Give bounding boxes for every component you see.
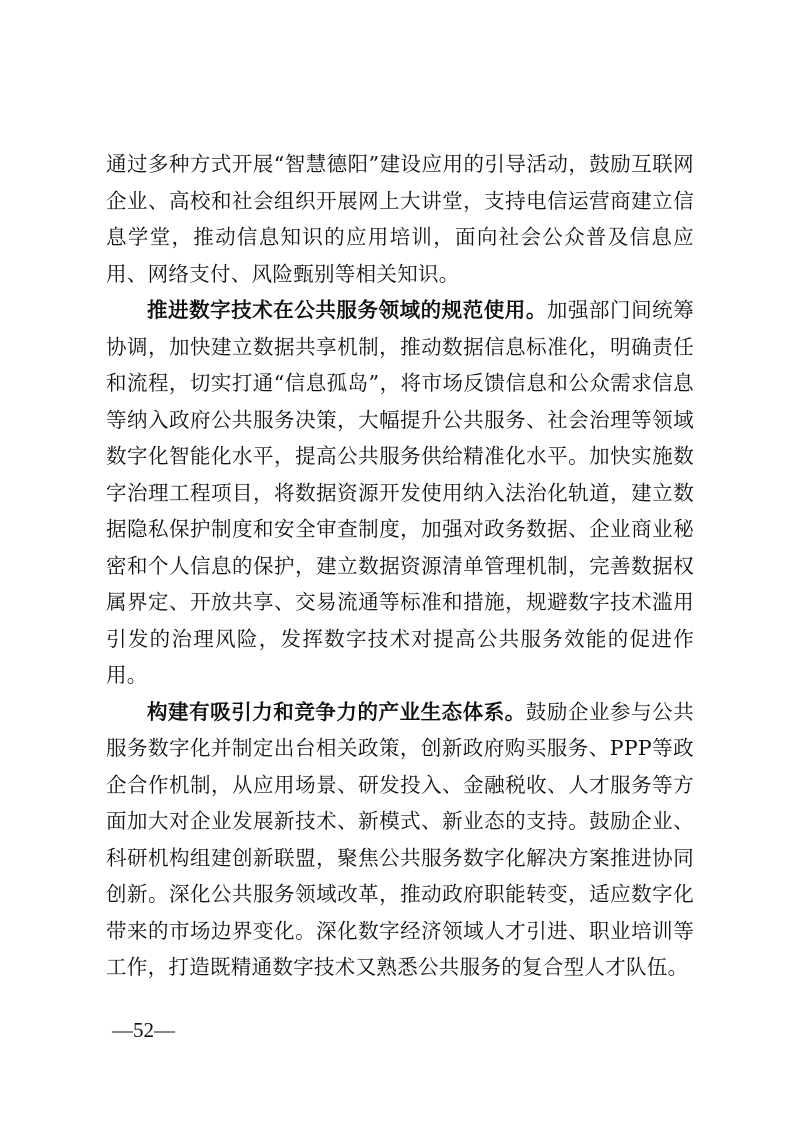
paragraph-lead-heading: 构建有吸引力和竞争力的产业生态体系。 bbox=[147, 699, 526, 724]
page-number: —52— bbox=[112, 1018, 175, 1042]
paragraph-industry-ecosystem bbox=[106, 694, 694, 986]
paragraph-public-service-digital-tech bbox=[106, 292, 694, 694]
paragraph-lead-heading: 推进数字技术在公共服务领域的规范使用。 bbox=[147, 298, 547, 322]
paragraph-continuation bbox=[106, 146, 694, 292]
document-body bbox=[106, 146, 694, 986]
paragraph-text: 加强部门间统筹协调，加快建立数据共享机制，推动数据信息标准化，明确责任和流程，切实打通“信息孤岛”，将市场反馈信息和公众需求信息等纳入政府公共服务决策，大幅提升公共服务、社会治理等领域数字化智能化水平，提高公共服务供给精准化水平。加快实施数字治理工程项目，将数据资源开发使用纳入法治化轨道，建立数据隐私保护制度和安全审查制度，加强对政务数据、企业商业秘密和个人信息的保护，建立数据资源清单管理机制，完善数据权属界定、开放共享、交易流通等标准和措施，规避数字技术滥用引发的治理风险，发挥数字技术对提高公共服务效能的促进作用。 bbox=[106, 298, 694, 687]
paragraph-text: 通过多种方式开展“智慧德阳”建设应用的引导活动，鼓励互联网企业、高校和社会组织开展网上大讲堂，支持电信运营商建立信息学堂，推动信息知识的应用培训，面向社会公众普及信息应用、网络支付、风险甄别等相关知识。 bbox=[106, 152, 694, 286]
paragraph-text: 鼓励企业参与公共服务数字化并制定出台相关政策，创新政府购买服务、PPP等政企合作机制，从应用场景、研发投入、金融税收、人才服务等方面加大对企业发展新技术、新模式、新业态的支持。鼓励企业、科研机构组建创新联盟，聚焦公共服务数字化解决方案推进协同创新。深化公共服务领域改革，推动政府职能转变，适应数字化带来的市场边界变化。深化数字经济领域人才引进、职业培训等工作，打造既精通数字技术又熟悉公共服务的复合型人才队伍。 bbox=[106, 699, 694, 979]
